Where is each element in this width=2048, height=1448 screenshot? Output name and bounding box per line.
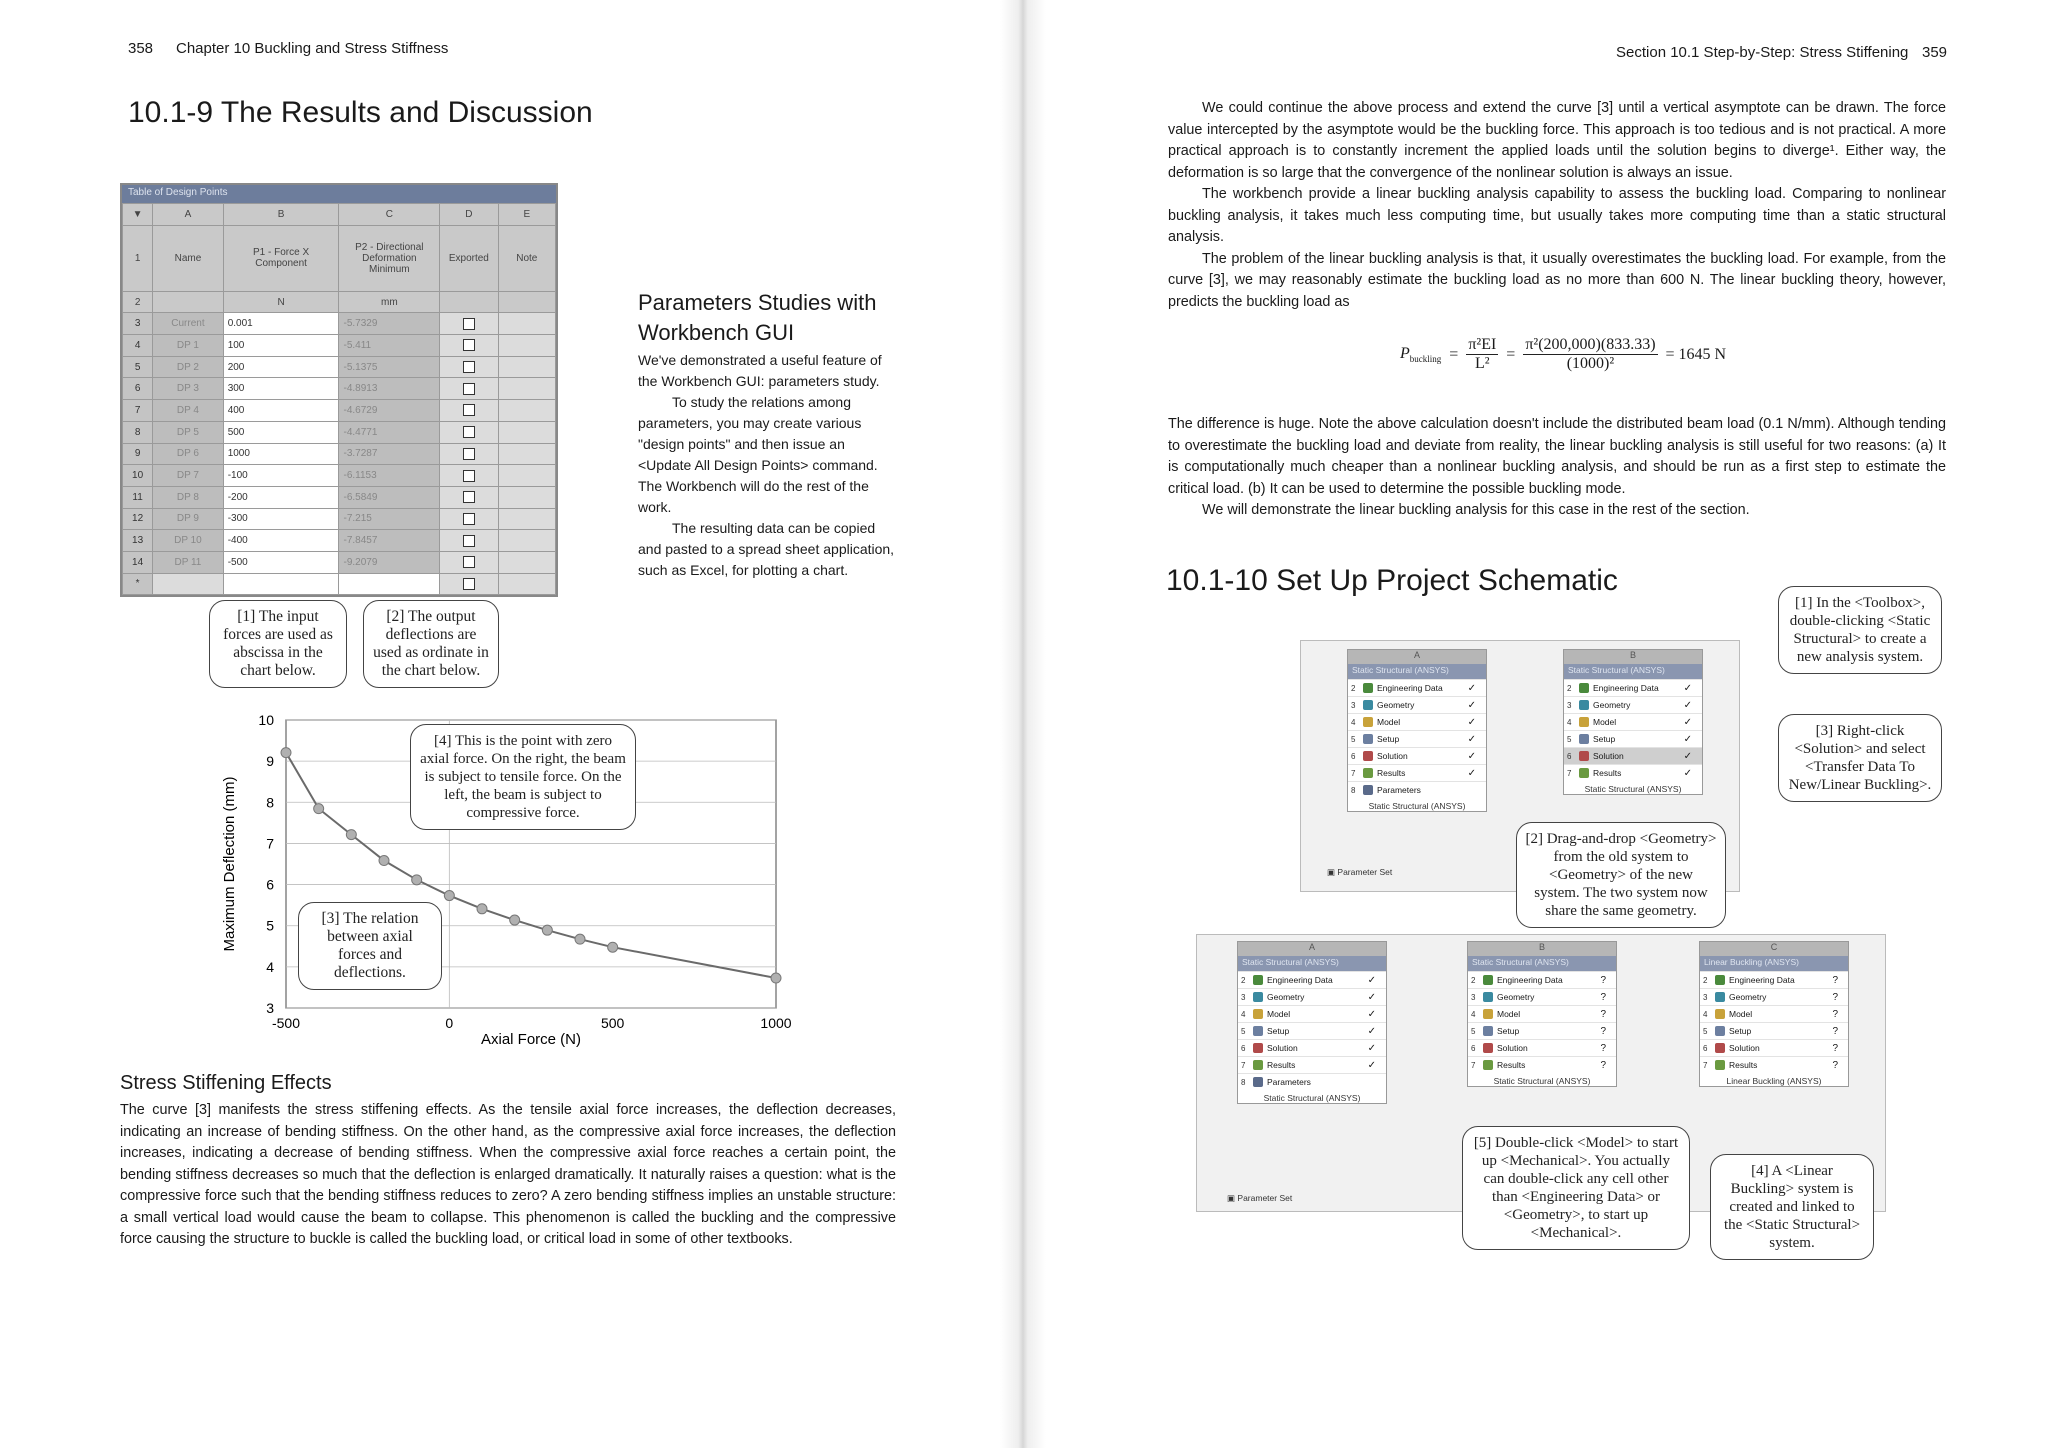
- row-header-corner: ▼: [123, 204, 153, 226]
- system-cell[interactable]: 3 Geometry ✓: [1348, 696, 1486, 713]
- deflection-cell: -9.2079: [339, 551, 440, 573]
- note-cell[interactable]: [498, 465, 555, 487]
- y-tick-label: 10: [258, 712, 274, 728]
- exported-checkbox[interactable]: [463, 339, 475, 351]
- data-point: [575, 934, 585, 944]
- row-number: 10: [123, 465, 153, 487]
- header-exported[interactable]: Exported: [440, 225, 498, 291]
- col-letter-c: C: [339, 204, 440, 226]
- right-text-top: [1168, 98, 1946, 313]
- body-paragraph: The curve [3] manifests the stress stiffening effects. As the tensile axial force increases, the deflection decreases, indicating an increase of bending stiffness. On the other hand, as the compressive axial force increases, the deflection increases, indicating a decrease of bending stiffness. When the compressive axial force reaches a certain point, the bending stiffness decreases so much that the deflection is enlarged dramatically. It naturally raises a question: what is the compressive force such that the bending stiffness reduces to zero? A zero bending stiffness implies an unstable structure: a small vertical load would cause the beam to collapse. This phenomenon is called the buckling and the compressive force causing the structure to buckle is called the buckling load, or critical load in some of other textbooks.: [120, 1102, 896, 1247]
- force-cell[interactable]: 500: [223, 421, 339, 443]
- system-cell[interactable]: 8 Parameters: [1238, 1073, 1386, 1090]
- row-number: 14: [123, 551, 153, 573]
- eq-result: = 1645 N: [1665, 345, 1727, 363]
- note-cell[interactable]: [498, 356, 555, 378]
- system-cell[interactable]: 5 Setup ✓: [1564, 730, 1702, 747]
- callout-transfer-data: [3] Right-click <Solution> and select <Transfer Data To New/Linear Buckling>.: [1778, 714, 1942, 802]
- sub-heading-stress-stiffening: Stress Stiffening Effects: [120, 1072, 332, 1094]
- header-deformation[interactable]: P2 - Directional Deformation Minimum: [339, 225, 440, 291]
- right-page-number: 359: [1922, 44, 1948, 61]
- row-number: 8: [123, 421, 153, 443]
- table-row[interactable]: [123, 486, 556, 508]
- force-cell[interactable]: 200: [223, 356, 339, 378]
- table-row[interactable]: [123, 508, 556, 530]
- note-cell[interactable]: [498, 335, 555, 357]
- system-cell[interactable]: 6 Solution ?: [1468, 1039, 1616, 1056]
- x-tick-label: 500: [600, 1015, 625, 1031]
- col-letter-a: A: [153, 204, 223, 226]
- row-number: 12: [123, 508, 153, 530]
- data-point: [771, 973, 781, 983]
- left-page-number: 358: [128, 40, 154, 57]
- system-cell[interactable]: 2 Engineering Data ?: [1700, 971, 1848, 988]
- design-point-name[interactable]: DP 9: [153, 508, 223, 530]
- section-title-results: 10.1-9 The Results and Discussion: [128, 96, 593, 129]
- force-cell[interactable]: 300: [223, 378, 339, 400]
- exported-checkbox[interactable]: [463, 383, 475, 395]
- data-point: [444, 891, 454, 901]
- data-point: [346, 830, 356, 840]
- eq-fraction-2: $\frac{\text{π²(200,000)(833.33)}}{\text{(1000)²}}$: [1525, 336, 1656, 372]
- table-row[interactable]: [123, 356, 556, 378]
- y-tick-label: 4: [266, 958, 274, 975]
- y-tick-label: 6: [266, 876, 274, 893]
- row-number: 2: [123, 291, 153, 313]
- design-point-name[interactable]: DP 2: [153, 356, 223, 378]
- row-number: 3: [123, 313, 153, 335]
- paragraph: We will demonstrate the linear buckling analysis for this case in the rest of the section.: [1202, 502, 1750, 518]
- row-number: 9: [123, 443, 153, 465]
- y-tick-label: 7: [266, 835, 274, 852]
- deflection-cell: -4.6729: [339, 400, 440, 422]
- header-force[interactable]: P1 - Force X Component: [223, 225, 339, 291]
- row-number: 6: [123, 378, 153, 400]
- exported-checkbox[interactable]: [463, 556, 475, 568]
- design-point-name[interactable]: DP 7: [153, 465, 223, 487]
- y-tick-label: 3: [266, 1000, 274, 1016]
- buckling-equation: $P_{buckling}$ = $\frac{\text{π²EI}}{\text{L²}}$ = $\frac{\text{π²(200,000)(833.33)}}{\text{(1000)²}}$ = 1645 N: [1400, 336, 1727, 372]
- system-block-a[interactable]: A Static Structural (ANSYS) 2 Engineering Data ✓ 3 Geometry ✓ 4 Model ✓ 5 Setup ✓ 6 Solution ✓ 7 Results ✓ 8 Parameters Static Structural (ANSYS): [1237, 941, 1387, 1104]
- exported-checkbox[interactable]: [463, 426, 475, 438]
- exported-checkbox[interactable]: [463, 578, 475, 590]
- force-cell[interactable]: 1000: [223, 443, 339, 465]
- system-cell[interactable]: 3 Geometry ✓: [1564, 696, 1702, 713]
- parameter-set[interactable]: ▣ Parameter Set: [1227, 1193, 1293, 1203]
- system-block-b[interactable]: B Static Structural (ANSYS) 2 Engineering Data ? 3 Geometry ? 4 Model ? 5 Setup ? 6 Solution ? 7 Results ? Static Structural (ANSYS): [1467, 941, 1617, 1087]
- callout-drag-drop: [2] Drag-and-drop <Geometry> from the old system to <Geometry> of the new system. The two system now share the same geometry.: [1516, 822, 1726, 928]
- col-letter-d: D: [440, 204, 498, 226]
- x-tick-label: 0: [445, 1015, 454, 1031]
- system-cell[interactable]: 7 Results ✓: [1564, 764, 1702, 781]
- deflection-cell: -7.215: [339, 508, 440, 530]
- system-cell[interactable]: 2 Engineering Data ✓: [1348, 679, 1486, 696]
- unit-exported: [440, 291, 498, 313]
- x-axis-label: Axial Force (N): [480, 1031, 582, 1048]
- system-cell[interactable]: 4 Model ✓: [1564, 713, 1702, 730]
- x-tick-label: -500: [271, 1015, 301, 1031]
- design-point-name[interactable]: DP 3: [153, 378, 223, 400]
- exported-checkbox[interactable]: [463, 404, 475, 416]
- force-cell[interactable]: -200: [223, 486, 339, 508]
- data-point: [379, 856, 389, 866]
- system-cell[interactable]: 4 Model ✓: [1348, 713, 1486, 730]
- note-cell[interactable]: [498, 421, 555, 443]
- side-heading: Parameters Studies with Workbench GUI: [638, 290, 877, 345]
- callout-zero-axial: [4] This is the point with zero axial force. On the right, the beam is subject to tensile force. On the left, the beam is subject to compressive force.: [410, 724, 636, 830]
- deflection-cell: -6.5849: [339, 486, 440, 508]
- force-cell[interactable]: -400: [223, 530, 339, 552]
- table-row[interactable]: [123, 313, 556, 335]
- exported-checkbox[interactable]: [463, 318, 475, 330]
- y-tick-label: 9: [266, 753, 274, 770]
- callout-toolbox: [1] In the <Toolbox>, double-clicking <Static Structural> to create a new analysis system.: [1778, 586, 1942, 674]
- section-title-schematic: 10.1-10 Set Up Project Schematic: [1166, 564, 1618, 597]
- system-cell[interactable]: 2 Engineering Data ✓: [1238, 971, 1386, 988]
- table-row[interactable]: [123, 335, 556, 357]
- note-cell[interactable]: [498, 378, 555, 400]
- system-cell[interactable]: 2 Engineering Data ?: [1468, 971, 1616, 988]
- row-number: 11: [123, 486, 153, 508]
- unit-force: N: [223, 291, 339, 313]
- design-point-name[interactable]: DP 6: [153, 443, 223, 465]
- row-number: 4: [123, 335, 153, 357]
- deflection-cell: -5.1375: [339, 356, 440, 378]
- table-row[interactable]: [123, 465, 556, 487]
- system-cell[interactable]: 5 Setup ✓: [1238, 1022, 1386, 1039]
- unit-note: [498, 291, 555, 313]
- system-cell[interactable]: 6 Solution ?: [1700, 1039, 1848, 1056]
- eq-fraction-1: $\frac{\text{π²EI}}{\text{L²}}$: [1468, 336, 1497, 372]
- note-cell[interactable]: [498, 508, 555, 530]
- system-cell[interactable]: 6 Solution ✓: [1348, 747, 1486, 764]
- paragraph: The difference is huge. Note the above calculation doesn't include the distributed beam load (0.1 N/mm). Although tending to overestimate the buckling load and deviate from reality, the linear buckling analysis is still useful for two reasons: (a) It is computationally much cheaper than a nonlinear buckling analysis, and should be run as a first step to estimate the critical load. (b) It can be used to determine the possible buckling mode.: [1168, 416, 1946, 497]
- system-cell[interactable]: 4 Model ?: [1468, 1005, 1616, 1022]
- system-cell[interactable]: 7 Results ✓: [1348, 764, 1486, 781]
- exported-checkbox[interactable]: [463, 535, 475, 547]
- system-cell[interactable]: 7 Results ?: [1468, 1056, 1616, 1073]
- deflection-cell: -3.7287: [339, 443, 440, 465]
- design-point-name[interactable]: DP 1: [153, 335, 223, 357]
- right-text-bottom: [1168, 414, 1946, 522]
- system-cell[interactable]: 5 Setup ?: [1468, 1022, 1616, 1039]
- callout-output-deflections: [2] The output deflections are used as ordinate in the chart below.: [363, 600, 499, 688]
- table-row[interactable]: [123, 421, 556, 443]
- note-cell[interactable]: [498, 486, 555, 508]
- force-cell[interactable]: 0.001: [223, 313, 339, 335]
- design-point-name[interactable]: DP 4: [153, 400, 223, 422]
- data-point: [510, 915, 520, 925]
- system-cell[interactable]: 3 Geometry ?: [1700, 988, 1848, 1005]
- data-point: [477, 904, 487, 914]
- system-block-a[interactable]: A Static Structural (ANSYS) 2 Engineering Data ✓ 3 Geometry ✓ 4 Model ✓ 5 Setup ✓ 6 Solution ✓ 7 Results ✓ 8 Parameters Static Structural (ANSYS): [1347, 649, 1487, 812]
- paragraph: The problem of the linear buckling analysis is that, it usually overestimates the buckling load. For example, from the curve [3], we may reasonably estimate the buckling load as no more than 600 N. The linear buckling theory, however, predicts the buckling load as: [1168, 250, 1946, 310]
- table-row[interactable]: [123, 400, 556, 422]
- table-row[interactable]: [123, 443, 556, 465]
- header-note[interactable]: Note: [498, 225, 555, 291]
- unit-deformation: mm: [339, 291, 440, 313]
- system-cell[interactable]: 4 Model ?: [1700, 1005, 1848, 1022]
- force-cell[interactable]: -500: [223, 551, 339, 573]
- note-cell[interactable]: [498, 313, 555, 335]
- system-block-b[interactable]: B Static Structural (ANSYS) 2 Engineering Data ✓ 3 Geometry ✓ 4 Model ✓ 5 Setup ✓ 6 Solution ✓ 7 Results ✓ Static Structural (ANSYS): [1563, 649, 1703, 795]
- callout-double-click-model: [5] Double-click <Model> to start up <Mechanical>. You actually can double-click any cell other than <Engineering Data> or <Geometry>, to start up <Mechanical>.: [1462, 1126, 1690, 1250]
- system-cell[interactable]: 2 Engineering Data ✓: [1564, 679, 1702, 696]
- paragraph: The workbench provide a linear buckling analysis capability to assess the buckling load. Comparing to nonlinear buckling analysis, it takes much less computing time, but usually takes more computing time than a static structural analysis.: [1168, 186, 1946, 245]
- row-number: 5: [123, 356, 153, 378]
- system-block-c[interactable]: C Linear Buckling (ANSYS) 2 Engineering Data ? 3 Geometry ? 4 Model ? 5 Setup ? 6 Solution ? 7 Results ? Linear Buckling (ANSYS): [1699, 941, 1849, 1087]
- system-cell[interactable]: 5 Setup ?: [1700, 1022, 1848, 1039]
- data-point: [412, 875, 422, 885]
- design-points-table: [120, 183, 558, 597]
- note-cell[interactable]: [498, 530, 555, 552]
- force-cell[interactable]: -100: [223, 465, 339, 487]
- side-text: [638, 350, 900, 581]
- system-cell[interactable]: 6 Solution ✓: [1564, 747, 1702, 764]
- callout-input-forces: [1] The input forces are used as abscissa in the chart below.: [209, 600, 347, 688]
- system-cell[interactable]: 3 Geometry ?: [1468, 988, 1616, 1005]
- left-running-header: Chapter 10 Buckling and Stress Stiffness: [176, 40, 449, 57]
- deflection-cell: -5.411: [339, 335, 440, 357]
- data-point: [608, 942, 618, 952]
- exported-checkbox[interactable]: [463, 491, 475, 503]
- exported-checkbox[interactable]: [463, 470, 475, 482]
- side-paragraph: To study the relations among parameters, you may create various "design points" and then issue an <Update All Design Points> command. The Workbench will do the rest of the work.: [638, 394, 878, 515]
- design-point-name[interactable]: DP 10: [153, 530, 223, 552]
- system-cell[interactable]: 7 Results ?: [1700, 1056, 1848, 1073]
- table-row[interactable]: [123, 551, 556, 573]
- callout-linear-buckling: [4] A <Linear Buckling> system is created and linked to the <Static Structural> system.: [1710, 1154, 1874, 1260]
- new-row-marker: *: [123, 573, 153, 595]
- callout-relation: [3] The relation between axial forces and deflections.: [298, 902, 442, 990]
- force-cell[interactable]: 100: [223, 335, 339, 357]
- force-cell[interactable]: 400: [223, 400, 339, 422]
- page-gutter: [1000, 0, 1046, 1448]
- parameter-set[interactable]: ▣ Parameter Set: [1327, 867, 1393, 877]
- col-letter-e: E: [498, 204, 555, 226]
- system-cell[interactable]: 5 Setup ✓: [1348, 730, 1486, 747]
- data-point: [314, 804, 324, 814]
- design-point-name[interactable]: DP 11: [153, 551, 223, 573]
- system-cell[interactable]: 4 Model ✓: [1238, 1005, 1386, 1022]
- deflection-cell: -4.4771: [339, 421, 440, 443]
- y-tick-label: 5: [266, 917, 274, 934]
- x-tick-label: 1000: [760, 1015, 792, 1031]
- data-point: [281, 748, 291, 758]
- system-cell[interactable]: 7 Results ✓: [1238, 1056, 1386, 1073]
- unit-name: [153, 291, 223, 313]
- deflection-cell: -7.8457: [339, 530, 440, 552]
- side-paragraph: We've demonstrated a useful feature of the Workbench GUI: parameters study.: [638, 352, 882, 389]
- eq-lhs: $P_{buckling}$: [1400, 344, 1442, 365]
- table-title: Table of Design Points: [122, 185, 556, 203]
- system-cell[interactable]: 6 Solution ✓: [1238, 1039, 1386, 1056]
- system-cell[interactable]: 3 Geometry ✓: [1238, 988, 1386, 1005]
- design-point-name[interactable]: DP 8: [153, 486, 223, 508]
- row-number: 1: [123, 225, 153, 291]
- paragraph: We could continue the above process and extend the curve [3] until a vertical asymptote can be drawn. The force value intercepted by the asymptote would be the buckling force. This approach is too tedious and is not practical. A more practical approach is to constantly increment the applied loads until the solution begins to diverge¹. Either way, the deformation is so large that the convergence of the nonlinear solution is always an issue.: [1168, 100, 1946, 181]
- exported-checkbox[interactable]: [463, 448, 475, 460]
- deflection-cell: -4.8913: [339, 378, 440, 400]
- force-cell[interactable]: -300: [223, 508, 339, 530]
- system-cell[interactable]: 8 Parameters: [1348, 781, 1486, 798]
- note-cell[interactable]: [498, 400, 555, 422]
- note-cell[interactable]: [498, 443, 555, 465]
- row-number: 13: [123, 530, 153, 552]
- design-point-name[interactable]: Current: [153, 313, 223, 335]
- exported-checkbox[interactable]: [463, 513, 475, 525]
- table-row[interactable]: [123, 530, 556, 552]
- y-tick-label: 8: [266, 794, 274, 811]
- data-point: [542, 925, 552, 935]
- header-name[interactable]: Name: [153, 225, 223, 291]
- note-cell[interactable]: [498, 551, 555, 573]
- deflection-cell: -5.7329: [339, 313, 440, 335]
- row-number: 7: [123, 400, 153, 422]
- side-paragraph: The resulting data can be copied and pasted to a spread sheet application, such as Excel, for plotting a chart.: [638, 520, 895, 578]
- col-letter-b: B: [223, 204, 339, 226]
- table-row[interactable]: [123, 378, 556, 400]
- design-point-name[interactable]: DP 5: [153, 421, 223, 443]
- y-axis-label: Maximum Deflection (mm): [221, 776, 238, 952]
- exported-checkbox[interactable]: [463, 361, 475, 373]
- deflection-cell: -6.1153: [339, 465, 440, 487]
- right-running-header: Section 10.1 Step-by-Step: Stress Stiffening: [1616, 44, 1909, 61]
